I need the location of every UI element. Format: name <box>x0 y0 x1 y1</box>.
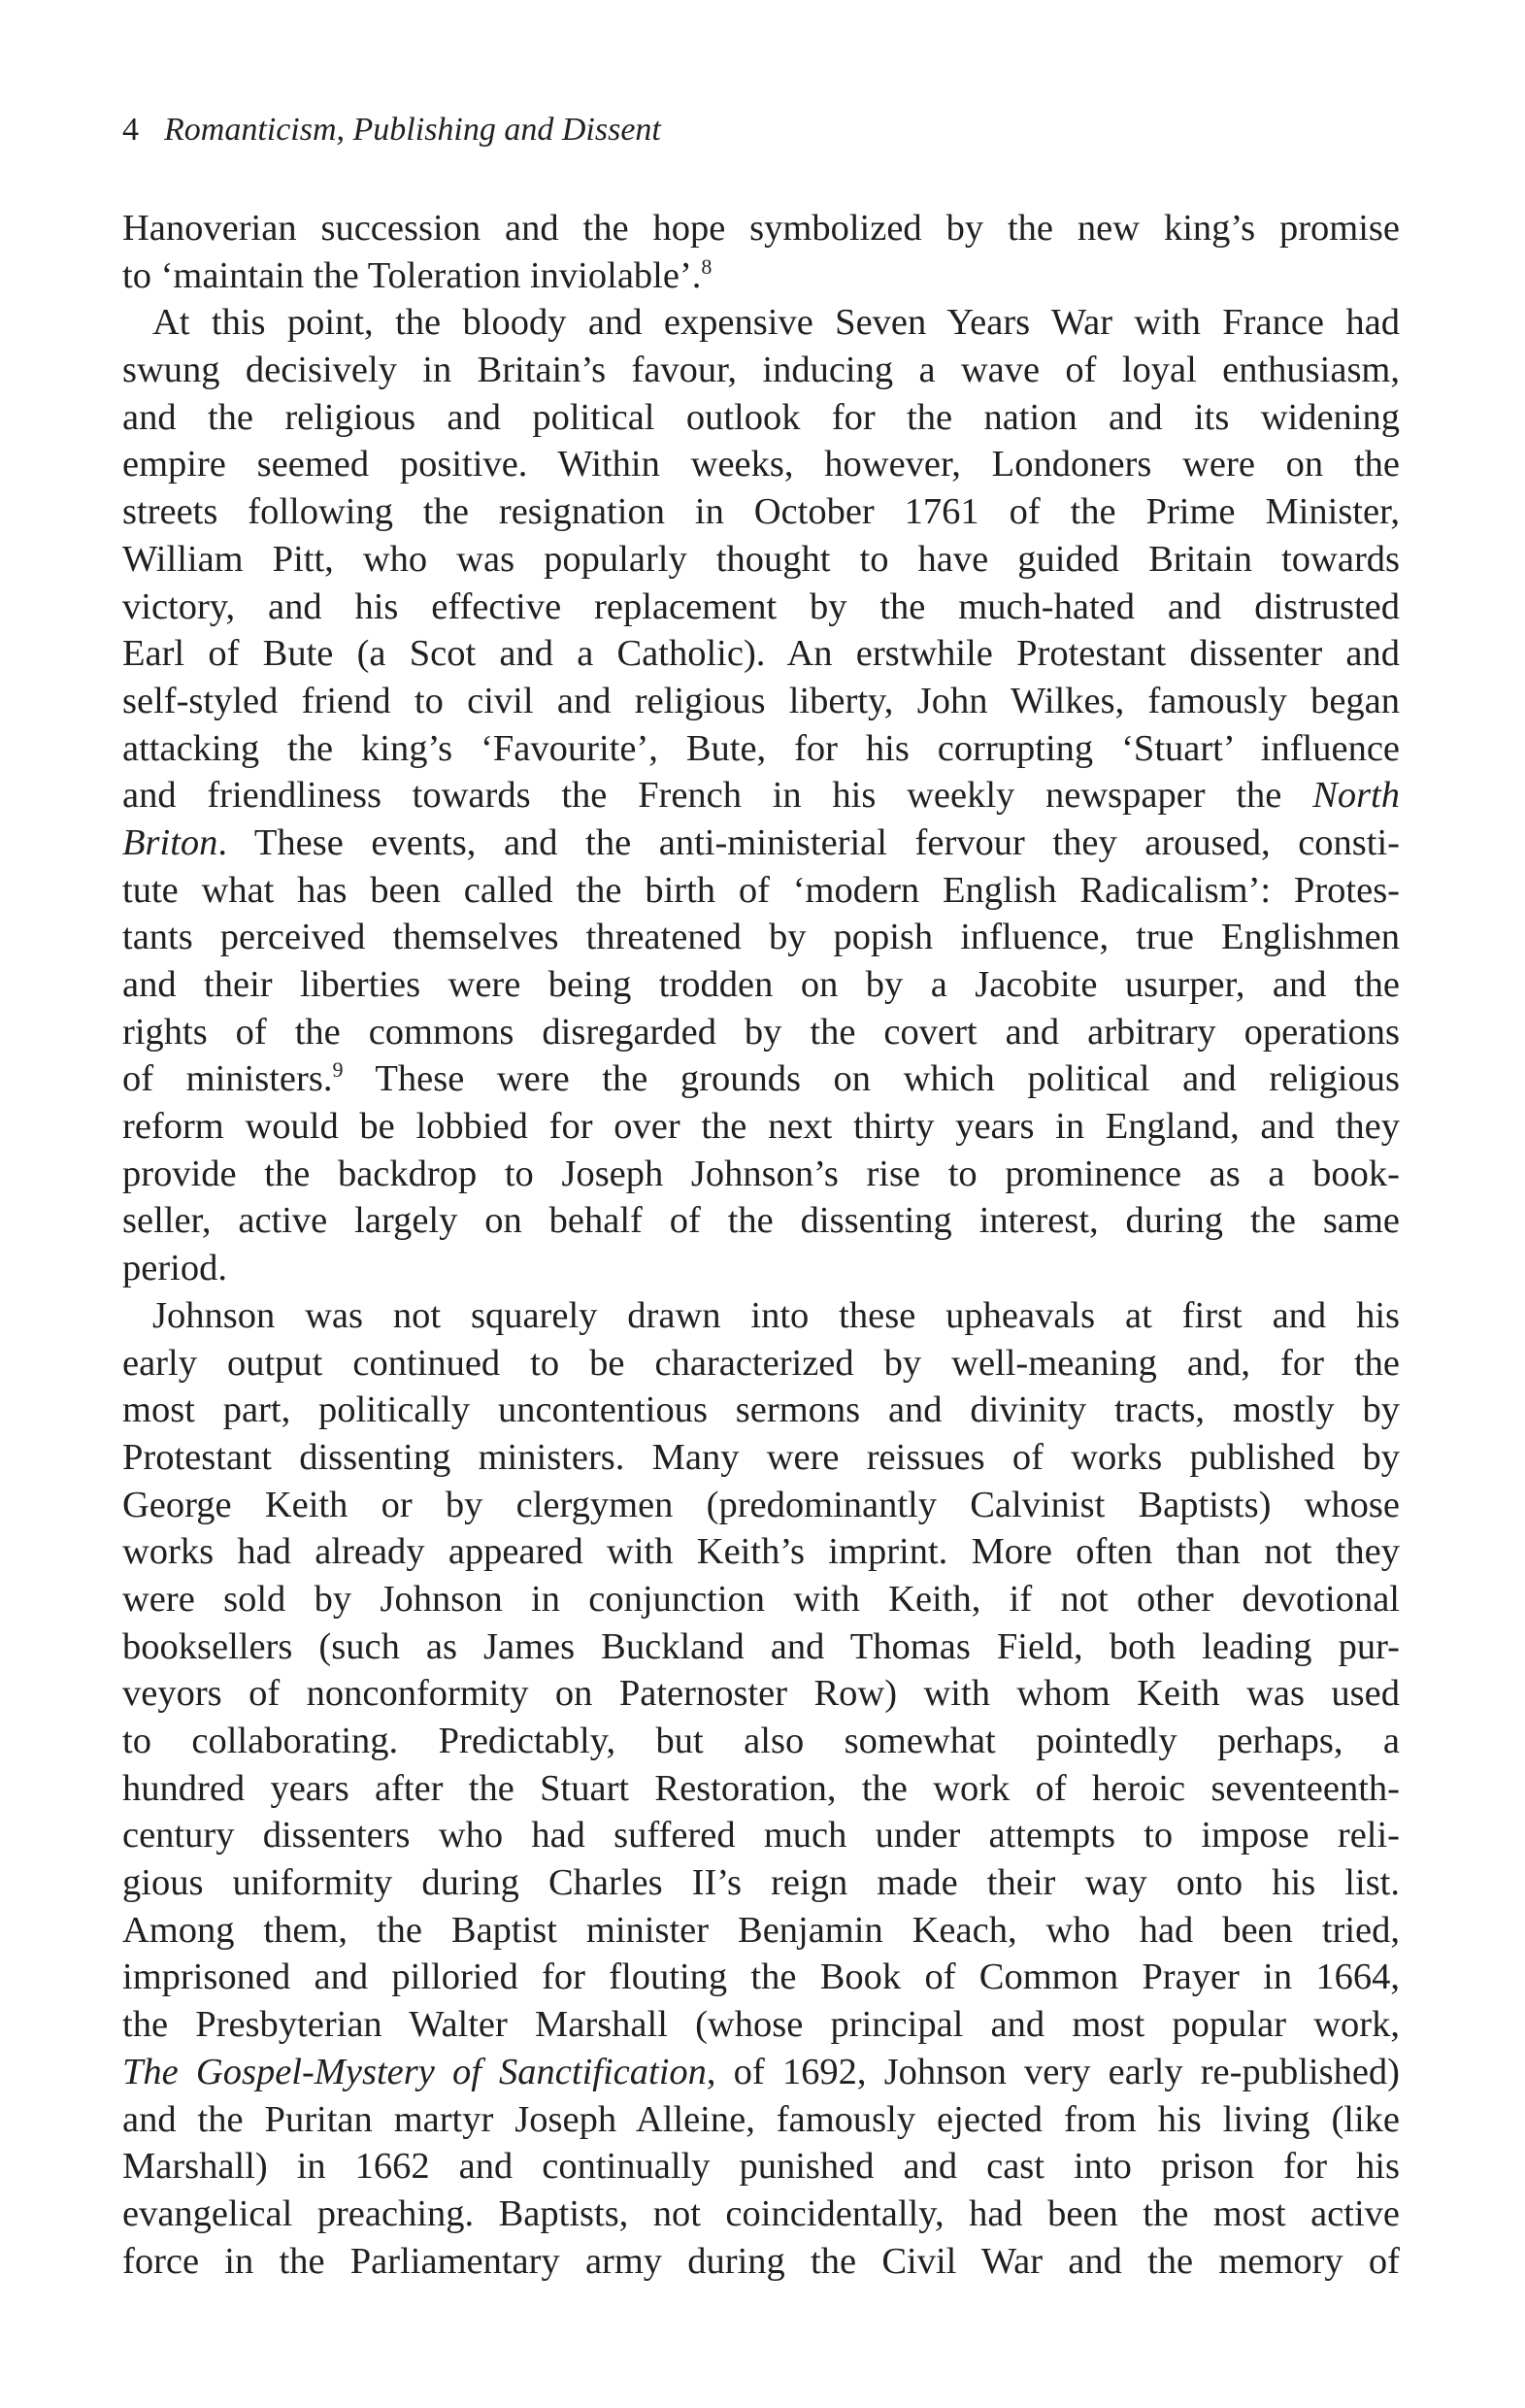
line-content <box>122 2096 1400 2144</box>
text-line <box>122 1623 1400 1671</box>
text-line <box>122 867 1400 915</box>
text-segment: George Keith or by clergymen (predominantly Calvinist Baptists) whose <box>122 1484 1400 1525</box>
text-segment: empire seemed positive. Within weeks, however, Londoners were on the <box>122 444 1400 485</box>
text-line <box>122 1718 1400 1765</box>
text-line <box>122 299 1400 347</box>
text-line <box>122 1197 1400 1245</box>
text-line <box>122 1528 1400 1576</box>
text-line <box>122 1340 1400 1388</box>
line-content <box>122 1954 1400 2001</box>
line-content <box>122 772 1400 819</box>
text-segment: early output continued to be characterized by well-meaning and, for the <box>122 1342 1400 1384</box>
line-content <box>152 299 1400 347</box>
text-segment: Johnson was not squarely drawn into these upheavals at first and his <box>152 1294 1400 1336</box>
text-segment: These were the grounds on which political and religious <box>343 1058 1400 1100</box>
line-content <box>122 2049 1400 2096</box>
line-content <box>122 1482 1400 1529</box>
line-content <box>122 205 1400 252</box>
paragraph <box>122 299 1400 1291</box>
text-line <box>122 1055 1400 1103</box>
text-line <box>122 252 1400 300</box>
footnote-ref: 9 <box>332 1057 344 1083</box>
text-line <box>122 819 1400 867</box>
text-segment: At this point, the bloody and expensive Seven Years War with France had <box>152 302 1400 344</box>
text-segment: tute what has been called the birth of ‘modern English Radicalism’: Protes- <box>122 869 1400 911</box>
text-line <box>122 441 1400 488</box>
text-line <box>122 584 1400 631</box>
text-segment: victory, and his effective replacement by the much-hated and distrusted <box>122 585 1400 627</box>
text-line <box>122 1245 1400 1292</box>
text-line <box>122 1765 1400 1813</box>
text-segment: and their liberties were being trodden on by a Jacobite usurper, and the <box>122 964 1400 1005</box>
line-content <box>122 1151 1400 1198</box>
italic-text: Briton <box>122 821 218 863</box>
text-segment: , of 1692, Johnson very early re-published) <box>706 2051 1400 2092</box>
line-content <box>122 725 1400 773</box>
text-segment: tants perceived themselves threatened by popish influence, true Englishmen <box>122 917 1400 958</box>
text-line <box>122 347 1400 394</box>
text-segment: William Pitt, who was popularly thought to have guided Britain towards <box>122 538 1400 580</box>
text-segment: hundred years after the Stuart Restoration, the work of heroic seventeenth- <box>122 1767 1400 1809</box>
text-line <box>122 205 1400 252</box>
line-content <box>122 1245 1400 1292</box>
text-segment: period. <box>122 1248 227 1289</box>
line-content <box>122 536 1400 584</box>
text-line <box>122 678 1400 725</box>
text-segment: reform would be lobbied for over the next thirty years in England, and they <box>122 1106 1400 1148</box>
line-content <box>122 1055 1400 1103</box>
line-content <box>122 1859 1400 1907</box>
line-content <box>122 2191 1400 2238</box>
line-content <box>122 1718 1400 1765</box>
page-number: 4 <box>122 112 139 148</box>
text-segment: and the religious and political outlook for the nation and its widening <box>122 396 1400 438</box>
italic-text: The Gospel-Mystery of Sanctification <box>122 2051 707 2092</box>
text-segment: rights of the commons disregarded by the covert and arbitrary operations <box>122 1011 1400 1053</box>
line-content <box>122 1009 1400 1056</box>
text-line <box>122 1103 1400 1151</box>
text-segment: force in the Parliamentary army during the Civil War and the memory of <box>122 2240 1400 2282</box>
text-line <box>122 1954 1400 2001</box>
text-line <box>122 2001 1400 2049</box>
text-segment: streets following the resignation in October 1761 of the Prime Minister, <box>122 491 1400 533</box>
text-segment: attacking the king’s ‘Favourite’, Bute, for his corrupting ‘Stuart’ influence <box>122 727 1400 769</box>
line-content <box>122 867 1400 915</box>
text-line <box>122 536 1400 584</box>
text-line <box>122 1387 1400 1434</box>
line-content <box>122 488 1400 536</box>
text-line <box>122 2049 1400 2096</box>
line-content <box>122 961 1400 1009</box>
text-line <box>122 1151 1400 1198</box>
text-segment: veyors of nonconformity on Paternoster Row) with whom Keith was used <box>122 1673 1400 1715</box>
text-segment: the Presbyterian Walter Marshall (whose principal and most popular work, <box>122 2004 1400 2046</box>
text-line <box>122 394 1400 442</box>
text-segment: booksellers (such as James Buckland and Thomas Field, both leading pur- <box>122 1625 1400 1667</box>
text-line <box>122 914 1400 961</box>
text-segment: to ‘maintain the Toleration inviolable’. <box>122 254 702 296</box>
text-line <box>122 1670 1400 1718</box>
line-content <box>122 1576 1400 1623</box>
text-segment: swung decisively in Britain’s favour, inducing a wave of loyal enthusiasm, <box>122 350 1400 391</box>
paragraph <box>122 205 1400 299</box>
text-segment: imprisoned and pilloried for flouting the Book of Common Prayer in 1664, <box>122 1956 1400 1998</box>
line-content <box>122 584 1400 631</box>
italic-text: North <box>1312 775 1400 817</box>
text-line <box>122 1576 1400 1623</box>
line-content <box>122 394 1400 442</box>
text-line <box>122 772 1400 819</box>
text-line <box>122 2191 1400 2238</box>
line-content <box>122 1340 1400 1388</box>
text-segment: to collaborating. Predictably, but also somewhat pointedly perhaps, a <box>122 1721 1400 1761</box>
line-content <box>122 1623 1400 1671</box>
text-segment: gious uniformity during Charles II’s reign made their way onto his list. <box>122 1862 1400 1904</box>
line-content <box>122 2238 1400 2286</box>
line-content <box>122 1907 1400 1955</box>
text-segment: Marshall) in 1662 and continually punished and cast into prison for his <box>122 2146 1400 2188</box>
text-segment: century dissenters who had suffered much under attempts to impose reli- <box>122 1815 1400 1856</box>
text-line <box>122 2096 1400 2144</box>
paragraph <box>122 1292 1400 2285</box>
text-line <box>122 1812 1400 1859</box>
line-content <box>122 1670 1400 1718</box>
text-segment: . These events, and the anti-ministerial fervour they aroused, consti- <box>217 821 1400 863</box>
running-header <box>122 107 661 153</box>
text-line <box>122 725 1400 773</box>
text-segment: works had already appeared with Keith’s imprint. More often than not they <box>122 1531 1400 1573</box>
line-content <box>152 1292 1400 1340</box>
line-content <box>122 678 1400 725</box>
body-text <box>122 205 1400 2285</box>
line-content <box>122 2001 1400 2049</box>
text-line <box>122 2238 1400 2286</box>
text-segment: were sold by Johnson in conjunction with Keith, if not other devotional <box>122 1578 1400 1620</box>
line-content <box>122 347 1400 394</box>
text-segment: seller, active largely on behalf of the dissenting interest, during the same <box>122 1200 1400 1242</box>
running-title: Romanticism, Publishing and Dissent <box>164 112 661 148</box>
text-line <box>122 630 1400 678</box>
text-line <box>122 488 1400 536</box>
line-content <box>122 1387 1400 1434</box>
text-segment: Hanoverian succession and the hope symbolized by the new king’s promise <box>122 208 1400 249</box>
line-content <box>122 1765 1400 1813</box>
text-line <box>122 1859 1400 1907</box>
text-segment: and the Puritan martyr Joseph Alleine, famously ejected from his living (like <box>122 2098 1400 2140</box>
text-line <box>122 1292 1400 1340</box>
line-content <box>122 914 1400 961</box>
line-content <box>122 1103 1400 1151</box>
text-segment: provide the backdrop to Joseph Johnson’s rise to prominence as a book- <box>122 1153 1400 1194</box>
text-segment: of ministers. <box>122 1058 333 1100</box>
text-line <box>122 961 1400 1009</box>
text-line <box>122 1482 1400 1529</box>
line-content <box>122 441 1400 488</box>
line-content <box>122 819 1400 867</box>
line-content <box>122 1197 1400 1245</box>
text-segment: evangelical preaching. Baptists, not coincidentally, had been the most active <box>122 2192 1400 2234</box>
line-content <box>122 1812 1400 1859</box>
text-line <box>122 1907 1400 1955</box>
text-segment: self-styled friend to civil and religious liberty, John Wilkes, famously began <box>122 680 1400 721</box>
text-segment: Protestant dissenting ministers. Many were reissues of works published by <box>122 1436 1400 1478</box>
text-segment: most part, politically uncontentious sermons and divinity tracts, mostly by <box>122 1389 1400 1431</box>
text-line <box>122 1434 1400 1482</box>
text-segment: Earl of Bute (a Scot and a Catholic). An erstwhile Protestant dissenter and <box>122 633 1400 675</box>
text-segment: Among them, the Baptist minister Benjamin Keach, who had been tried, <box>122 1909 1400 1951</box>
line-content <box>122 2143 1400 2191</box>
text-segment: and friendliness towards the French in his weekly newspaper the <box>122 775 1313 817</box>
footnote-ref: 8 <box>701 253 713 279</box>
line-content <box>122 1528 1400 1576</box>
line-content <box>122 1434 1400 1482</box>
text-line <box>122 2143 1400 2191</box>
line-content <box>122 252 1400 300</box>
text-line <box>122 1009 1400 1056</box>
line-content <box>122 630 1400 678</box>
